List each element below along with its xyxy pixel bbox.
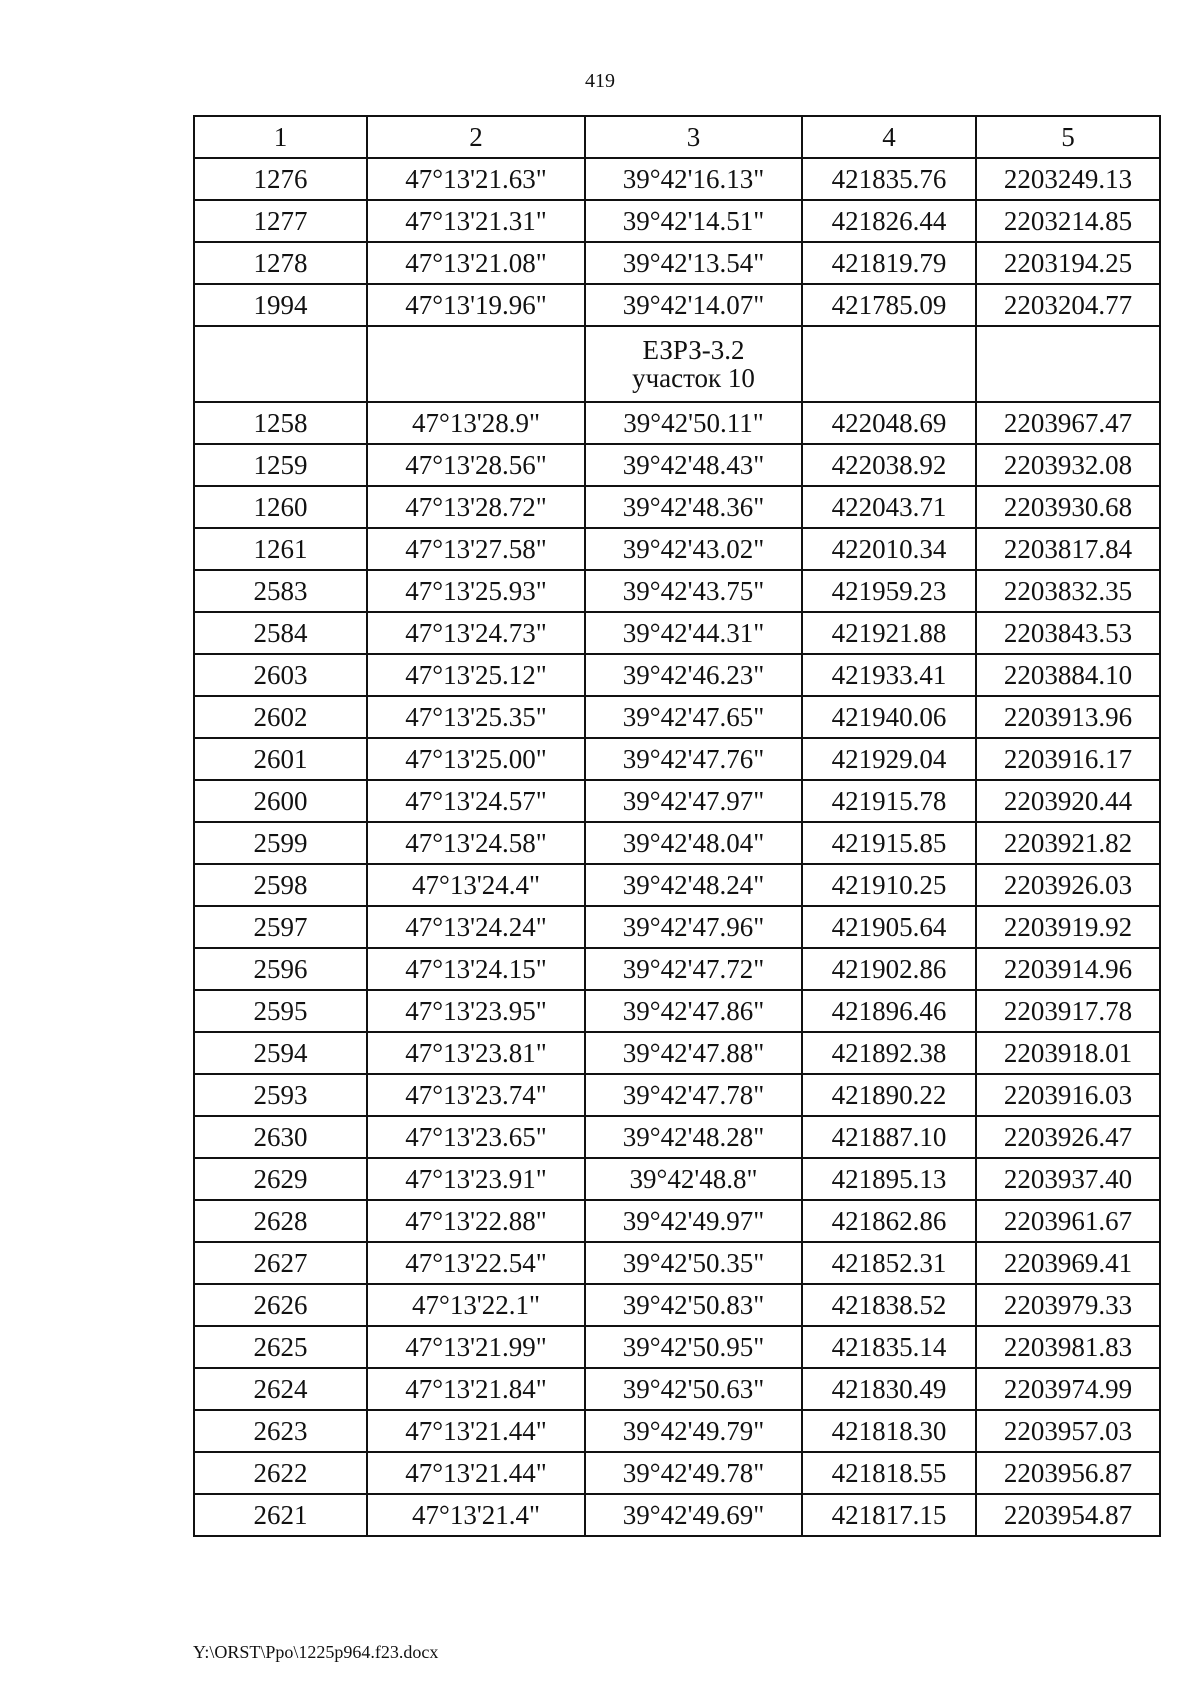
table-cell: 2599 xyxy=(194,822,367,864)
table-row xyxy=(194,1368,1160,1410)
section-cell xyxy=(976,326,1160,402)
table-cell: 1259 xyxy=(194,444,367,486)
table-cell: 47°13'21.84" xyxy=(367,1368,585,1410)
table-cell: 2203956.87 xyxy=(976,1452,1160,1494)
table-cell: 421835.76 xyxy=(802,158,976,200)
table-row xyxy=(194,284,1160,326)
table-cell: 39°42'49.79" xyxy=(585,1410,802,1452)
table-row xyxy=(194,444,1160,486)
table-cell: 2583 xyxy=(194,570,367,612)
table-cell: 421785.09 xyxy=(802,284,976,326)
table-cell: 2623 xyxy=(194,1410,367,1452)
table-cell: 421929.04 xyxy=(802,738,976,780)
table-cell: 47°13'24.57" xyxy=(367,780,585,822)
table-row xyxy=(194,486,1160,528)
table-cell: 421933.41 xyxy=(802,654,976,696)
table-cell: 421959.23 xyxy=(802,570,976,612)
section-cell xyxy=(367,326,585,402)
table-cell: 2596 xyxy=(194,948,367,990)
table-cell: 421819.79 xyxy=(802,242,976,284)
table-cell: 47°13'24.73" xyxy=(367,612,585,654)
table-cell: 2203961.67 xyxy=(976,1200,1160,1242)
table-cell: 39°42'48.04" xyxy=(585,822,802,864)
table-cell: 39°42'43.02" xyxy=(585,528,802,570)
table-cell: 2203817.84 xyxy=(976,528,1160,570)
table-cell: 39°42'13.54" xyxy=(585,242,802,284)
table-row xyxy=(194,242,1160,284)
table-row xyxy=(194,1284,1160,1326)
table-cell: 47°13'21.44" xyxy=(367,1452,585,1494)
table-cell: 2203919.92 xyxy=(976,906,1160,948)
table-cell: 2627 xyxy=(194,1242,367,1284)
table-cell: 2584 xyxy=(194,612,367,654)
table-cell: 39°42'48.28" xyxy=(585,1116,802,1158)
table-cell: 39°42'50.35" xyxy=(585,1242,802,1284)
table-cell: 421915.85 xyxy=(802,822,976,864)
table-cell: 421895.13 xyxy=(802,1158,976,1200)
table-cell: 39°42'50.95" xyxy=(585,1326,802,1368)
table-cell: 421905.64 xyxy=(802,906,976,948)
table-cell: 421862.86 xyxy=(802,1200,976,1242)
table-row xyxy=(194,1032,1160,1074)
table-cell: 39°42'47.72" xyxy=(585,948,802,990)
table-cell: 47°13'22.88" xyxy=(367,1200,585,1242)
table-cell: 1258 xyxy=(194,402,367,444)
table-cell: 422038.92 xyxy=(802,444,976,486)
table-row xyxy=(194,738,1160,780)
table-cell: 39°42'50.11" xyxy=(585,402,802,444)
table-cell: 1261 xyxy=(194,528,367,570)
table-cell: 2203930.68 xyxy=(976,486,1160,528)
header-cell: 5 xyxy=(976,116,1160,158)
table-cell: 421887.10 xyxy=(802,1116,976,1158)
table-cell: 47°13'21.31" xyxy=(367,200,585,242)
table-cell: 2203932.08 xyxy=(976,444,1160,486)
table-cell: 47°13'23.65" xyxy=(367,1116,585,1158)
table-cell: 421921.88 xyxy=(802,612,976,654)
table-cell: 2625 xyxy=(194,1326,367,1368)
table-cell: 39°42'43.75" xyxy=(585,570,802,612)
table-cell: 2598 xyxy=(194,864,367,906)
table-cell: 47°13'21.4" xyxy=(367,1494,585,1536)
table-row xyxy=(194,402,1160,444)
table-cell: 2203214.85 xyxy=(976,200,1160,242)
table-cell: 47°13'25.00" xyxy=(367,738,585,780)
table-cell: 421896.46 xyxy=(802,990,976,1032)
table-row xyxy=(194,1200,1160,1242)
table-cell: 2203920.44 xyxy=(976,780,1160,822)
table-cell: 2203926.47 xyxy=(976,1116,1160,1158)
table-cell: 39°42'46.23" xyxy=(585,654,802,696)
table-cell: 39°42'49.97" xyxy=(585,1200,802,1242)
table-row xyxy=(194,1326,1160,1368)
table-cell: 47°13'24.15" xyxy=(367,948,585,990)
table-cell: 2594 xyxy=(194,1032,367,1074)
table-cell: 2203969.41 xyxy=(976,1242,1160,1284)
table-cell: 47°13'21.99" xyxy=(367,1326,585,1368)
table-cell: 2624 xyxy=(194,1368,367,1410)
table-cell: 47°13'25.12" xyxy=(367,654,585,696)
table-cell: 2203967.47 xyxy=(976,402,1160,444)
header-cell: 2 xyxy=(367,116,585,158)
table-cell: 2600 xyxy=(194,780,367,822)
table-cell: 2203937.40 xyxy=(976,1158,1160,1200)
table-cell: 1260 xyxy=(194,486,367,528)
section-title: ЕЗРЗ-3.2 xyxy=(642,335,745,365)
table-cell: 2593 xyxy=(194,1074,367,1116)
table-cell: 2630 xyxy=(194,1116,367,1158)
table-cell: 421915.78 xyxy=(802,780,976,822)
table-cell: 421852.31 xyxy=(802,1242,976,1284)
table-cell: 422043.71 xyxy=(802,486,976,528)
table-row xyxy=(194,200,1160,242)
table-cell: 2203916.17 xyxy=(976,738,1160,780)
table-cell: 39°42'14.07" xyxy=(585,284,802,326)
table-cell: 39°42'48.36" xyxy=(585,486,802,528)
table-cell: 2595 xyxy=(194,990,367,1032)
table-row xyxy=(194,780,1160,822)
table-row xyxy=(194,1158,1160,1200)
section-cell xyxy=(194,326,367,402)
table-row xyxy=(194,1116,1160,1158)
table-cell: 39°42'44.31" xyxy=(585,612,802,654)
table-cell: 39°42'47.96" xyxy=(585,906,802,948)
table-cell: 2203884.10 xyxy=(976,654,1160,696)
table-cell: 39°42'50.63" xyxy=(585,1368,802,1410)
table-cell: 2203918.01 xyxy=(976,1032,1160,1074)
table-cell: 2203954.87 xyxy=(976,1494,1160,1536)
table-cell: 1278 xyxy=(194,242,367,284)
table-row xyxy=(194,906,1160,948)
table-row xyxy=(194,696,1160,738)
table-cell: 421940.06 xyxy=(802,696,976,738)
table-cell: 2203917.78 xyxy=(976,990,1160,1032)
table-row xyxy=(194,1074,1160,1116)
table-cell: 47°13'28.56" xyxy=(367,444,585,486)
table-cell: 47°13'24.58" xyxy=(367,822,585,864)
section-cell xyxy=(802,326,976,402)
table-cell: 47°13'28.9" xyxy=(367,402,585,444)
coordinates-table-body xyxy=(194,116,1160,1536)
table-cell: 2203832.35 xyxy=(976,570,1160,612)
table-cell: 47°13'28.72" xyxy=(367,486,585,528)
table-cell: 421910.25 xyxy=(802,864,976,906)
table-cell: 47°13'23.91" xyxy=(367,1158,585,1200)
table-cell: 39°42'47.88" xyxy=(585,1032,802,1074)
table-cell: 2203916.03 xyxy=(976,1074,1160,1116)
table-cell: 39°42'50.83" xyxy=(585,1284,802,1326)
table-cell: 2203921.82 xyxy=(976,822,1160,864)
table-cell: 422010.34 xyxy=(802,528,976,570)
table-row xyxy=(194,612,1160,654)
section-row xyxy=(194,326,1160,402)
table-cell: 2203194.25 xyxy=(976,242,1160,284)
header-cell: 3 xyxy=(585,116,802,158)
page-number: 419 xyxy=(585,70,615,92)
table-cell: 39°42'47.86" xyxy=(585,990,802,1032)
table-cell: 2621 xyxy=(194,1494,367,1536)
table-cell: 2203913.96 xyxy=(976,696,1160,738)
section-cell xyxy=(585,326,802,402)
table-cell: 2203926.03 xyxy=(976,864,1160,906)
table-cell: 1277 xyxy=(194,200,367,242)
table-row xyxy=(194,1242,1160,1284)
table-cell: 2629 xyxy=(194,1158,367,1200)
table-row xyxy=(194,864,1160,906)
table-cell: 39°42'49.69" xyxy=(585,1494,802,1536)
table-cell: 39°42'47.65" xyxy=(585,696,802,738)
table-cell: 2203204.77 xyxy=(976,284,1160,326)
table-row xyxy=(194,528,1160,570)
table-row xyxy=(194,990,1160,1032)
table-cell: 2203843.53 xyxy=(976,612,1160,654)
coordinates-table xyxy=(193,115,1161,1537)
table-cell: 47°13'27.58" xyxy=(367,528,585,570)
table-row xyxy=(194,1494,1160,1536)
table-cell: 421902.86 xyxy=(802,948,976,990)
table-cell: 421826.44 xyxy=(802,200,976,242)
table-cell: 47°13'21.63" xyxy=(367,158,585,200)
table-row xyxy=(194,158,1160,200)
table-cell: 47°13'22.1" xyxy=(367,1284,585,1326)
table-cell: 2622 xyxy=(194,1452,367,1494)
table-cell: 421892.38 xyxy=(802,1032,976,1074)
table-row xyxy=(194,1410,1160,1452)
header-cell: 4 xyxy=(802,116,976,158)
table-row xyxy=(194,1452,1160,1494)
table-header-row xyxy=(194,116,1160,158)
table-cell: 2626 xyxy=(194,1284,367,1326)
table-cell: 39°42'14.51" xyxy=(585,200,802,242)
footer-file-path: Y:\ORST\Ppo\1225p964.f23.docx xyxy=(193,1642,439,1662)
table-row xyxy=(194,948,1160,990)
table-cell: 47°13'21.44" xyxy=(367,1410,585,1452)
section-subtitle: участок 10 xyxy=(632,363,755,393)
table-cell: 2203981.83 xyxy=(976,1326,1160,1368)
table-row xyxy=(194,822,1160,864)
table-cell: 47°13'23.95" xyxy=(367,990,585,1032)
table-cell: 2203249.13 xyxy=(976,158,1160,200)
table-cell: 421818.30 xyxy=(802,1410,976,1452)
table-cell: 39°42'47.76" xyxy=(585,738,802,780)
table-cell: 2602 xyxy=(194,696,367,738)
table-cell: 39°42'48.8" xyxy=(585,1158,802,1200)
table-cell: 39°42'49.78" xyxy=(585,1452,802,1494)
table-cell: 47°13'24.4" xyxy=(367,864,585,906)
table-cell: 39°42'47.97" xyxy=(585,780,802,822)
table-cell: 2597 xyxy=(194,906,367,948)
table-cell: 2628 xyxy=(194,1200,367,1242)
table-cell: 421890.22 xyxy=(802,1074,976,1116)
table-cell: 421817.15 xyxy=(802,1494,976,1536)
table-cell: 421818.55 xyxy=(802,1452,976,1494)
header-cell: 1 xyxy=(194,116,367,158)
table-cell: 422048.69 xyxy=(802,402,976,444)
table-cell: 47°13'21.08" xyxy=(367,242,585,284)
table-cell: 39°42'48.24" xyxy=(585,864,802,906)
table-cell: 2601 xyxy=(194,738,367,780)
table-cell: 421835.14 xyxy=(802,1326,976,1368)
table-cell: 421838.52 xyxy=(802,1284,976,1326)
table-cell: 47°13'25.93" xyxy=(367,570,585,612)
table-cell: 1276 xyxy=(194,158,367,200)
table-cell: 39°42'47.78" xyxy=(585,1074,802,1116)
table-cell: 2203979.33 xyxy=(976,1284,1160,1326)
table-cell: 2203974.99 xyxy=(976,1368,1160,1410)
table-row xyxy=(194,570,1160,612)
table-cell: 39°42'48.43" xyxy=(585,444,802,486)
table-cell: 47°13'24.24" xyxy=(367,906,585,948)
table-cell: 2203957.03 xyxy=(976,1410,1160,1452)
table-cell: 2203914.96 xyxy=(976,948,1160,990)
table-row xyxy=(194,654,1160,696)
table-cell: 47°13'25.35" xyxy=(367,696,585,738)
table-cell: 421830.49 xyxy=(802,1368,976,1410)
table-cell: 2603 xyxy=(194,654,367,696)
table-cell: 47°13'23.74" xyxy=(367,1074,585,1116)
table-cell: 39°42'16.13" xyxy=(585,158,802,200)
table-cell: 1994 xyxy=(194,284,367,326)
table-cell: 47°13'19.96" xyxy=(367,284,585,326)
table-cell: 47°13'22.54" xyxy=(367,1242,585,1284)
table-cell: 47°13'23.81" xyxy=(367,1032,585,1074)
